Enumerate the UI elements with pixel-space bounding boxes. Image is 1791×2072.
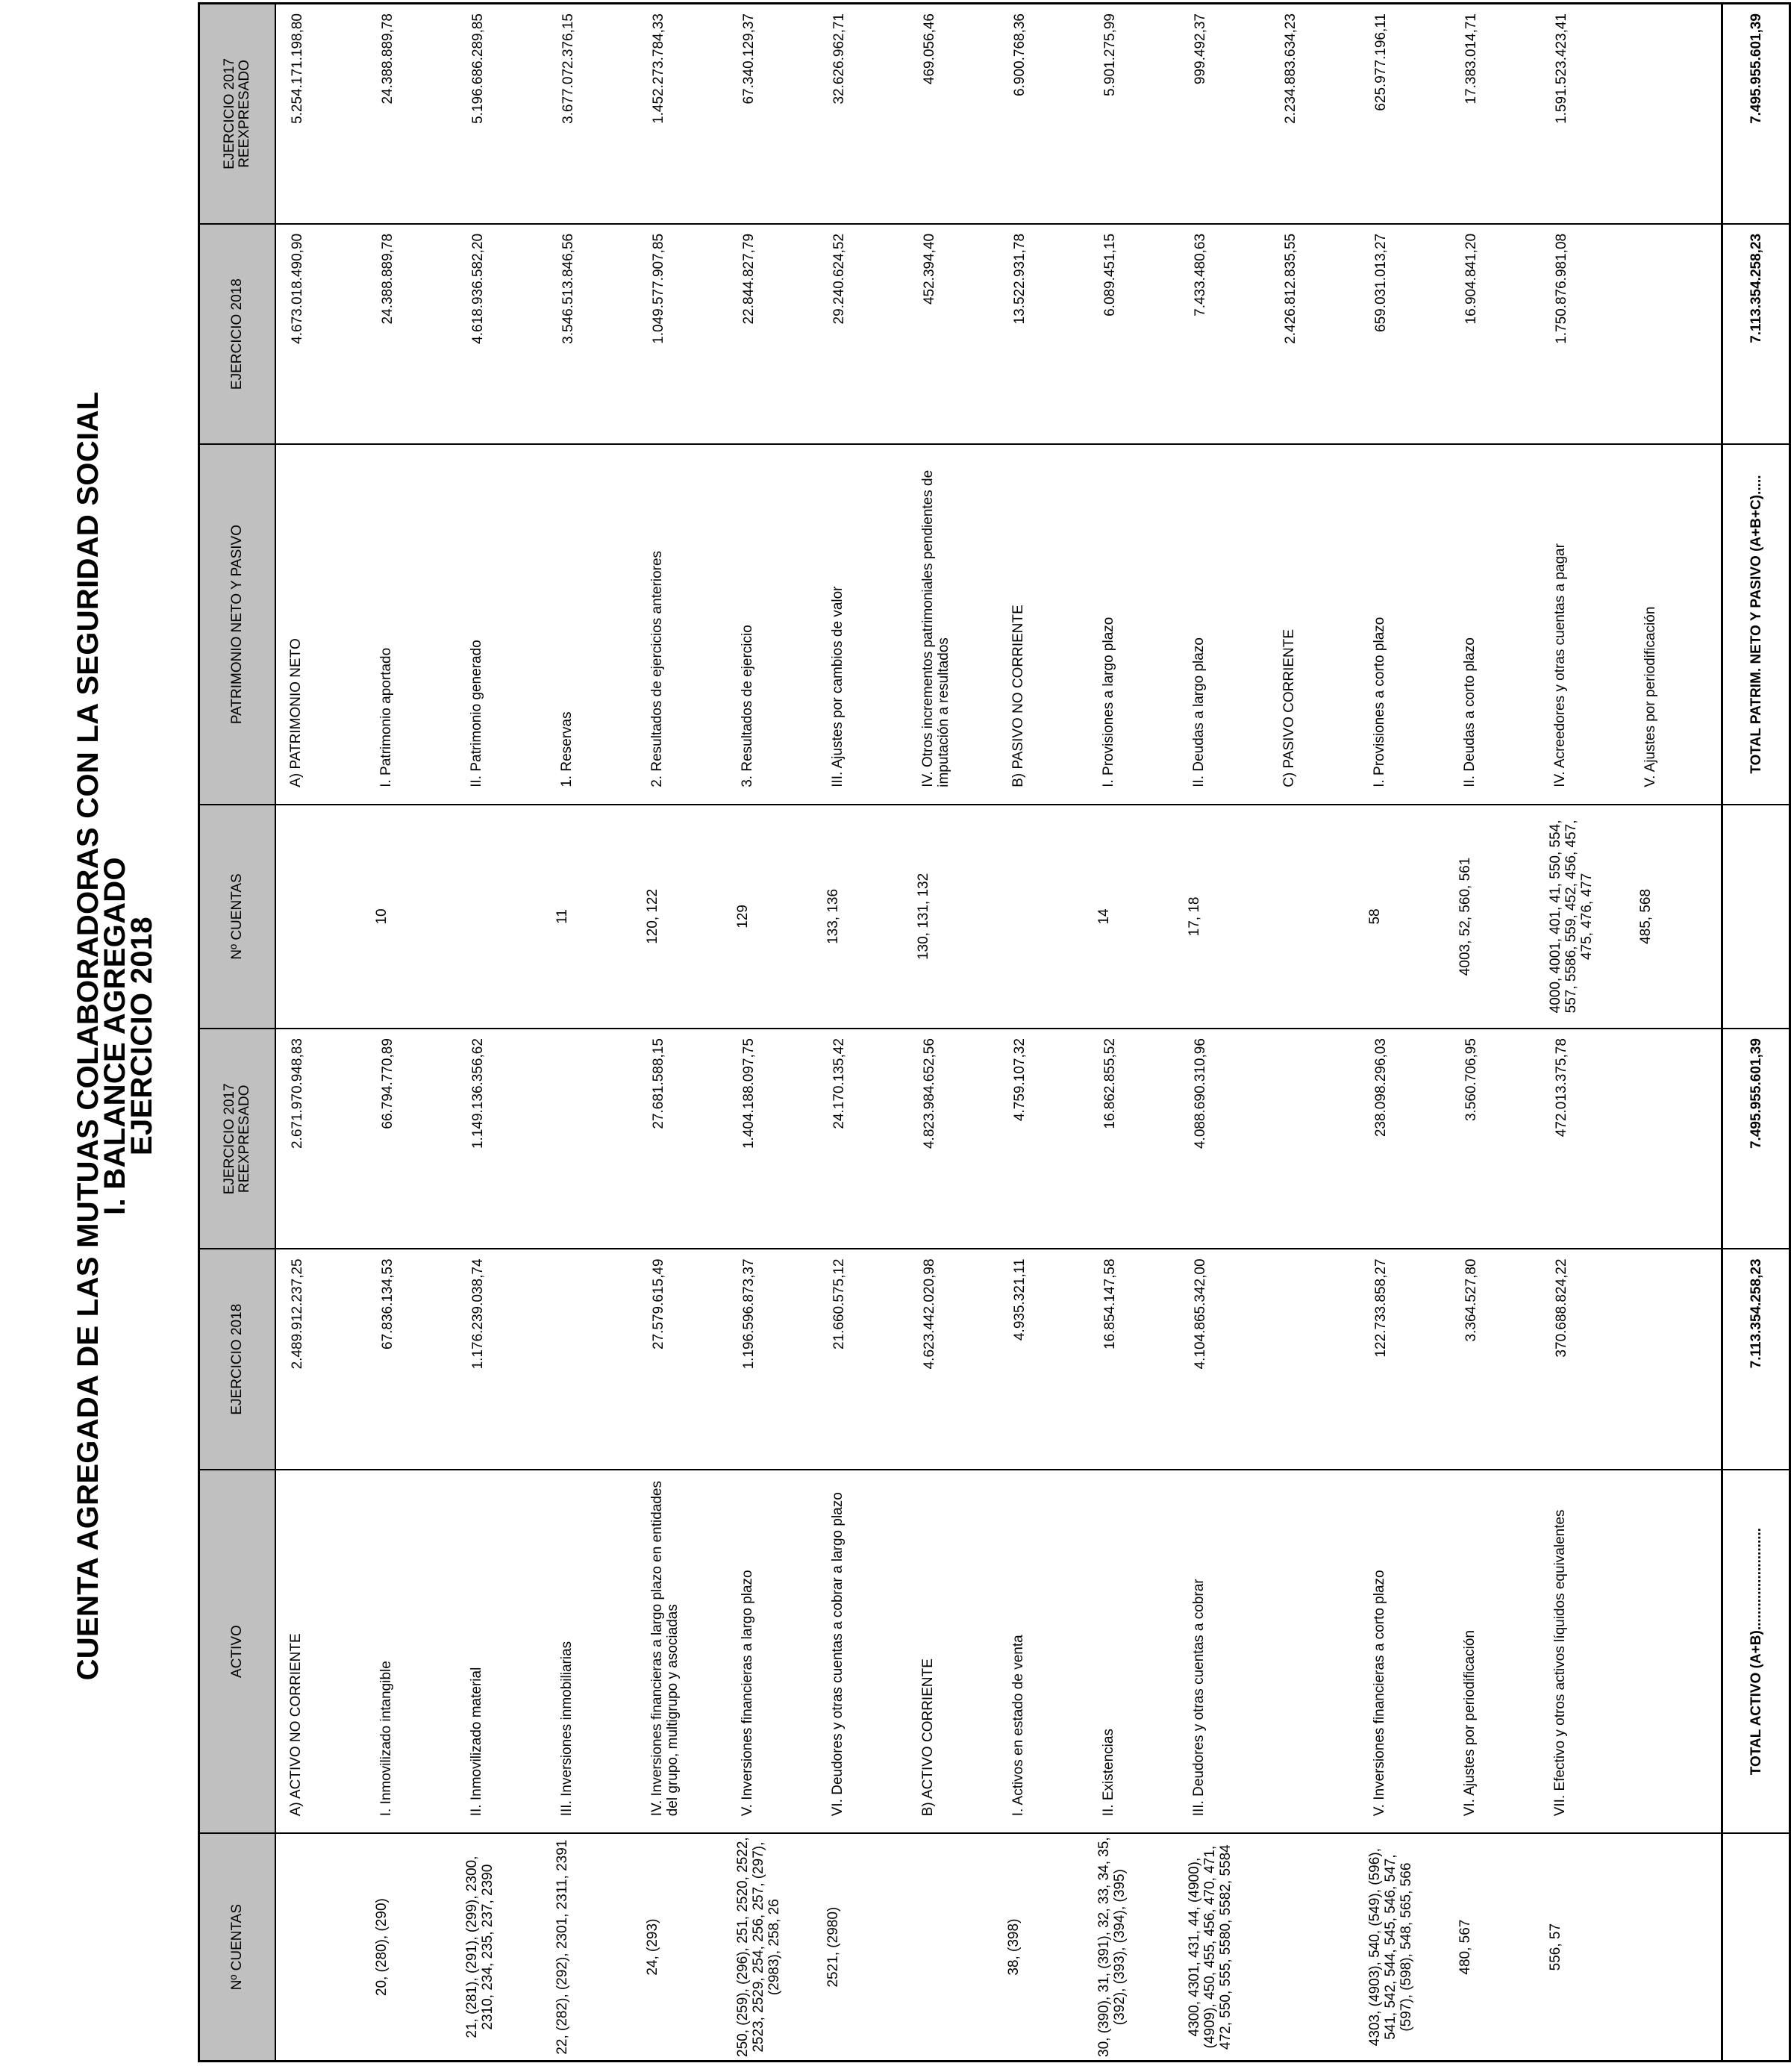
activo-2017-cell: 27.681.588,15 bbox=[637, 1029, 728, 1249]
activo-2018-cell: 21.660.575,12 bbox=[818, 1249, 908, 1469]
activo-label-cell: B) ACTIVO CORRIENTE bbox=[908, 1470, 998, 1833]
table-row bbox=[1179, 4, 1269, 2062]
pasivo-2017-cell: 1.591.523.423,41 bbox=[1540, 4, 1631, 224]
activo-label-cell: II. Inmovilizado material bbox=[457, 1470, 547, 1833]
pasivo-2017-cell: 24.388.889,78 bbox=[366, 4, 457, 224]
cuentas-activo-cell bbox=[1269, 1833, 1360, 2061]
pasivo-label-cell: III. Ajustes por cambios de valor bbox=[818, 444, 908, 804]
table-row bbox=[457, 4, 547, 2062]
pasivo-label-cell: II. Deudas a corto plazo bbox=[1450, 444, 1540, 804]
activo-label-cell: V. Inversiones financieras a largo plazo bbox=[728, 1470, 818, 1833]
cuentas-pasivo-cell: 120, 122 bbox=[637, 805, 728, 1029]
activo-label-cell: III. Deudores y otras cuentas a cobrar bbox=[1179, 1470, 1269, 1833]
cuentas-activo-cell: 24, (293) bbox=[637, 1833, 728, 2061]
cuentas-pasivo-cell: 4003, 52, 560, 561 bbox=[1450, 805, 1540, 1029]
pasivo-2017-cell: 2.234.883.634,23 bbox=[1269, 4, 1360, 224]
activo-2018-cell: 1.196.596.873,37 bbox=[728, 1249, 818, 1469]
cuentas-pasivo-cell: 130, 131, 132 bbox=[908, 805, 998, 1029]
total-pasivo-2017: 7.495.955.601,39 bbox=[1722, 4, 1790, 224]
cuentas-activo-cell: 38, (398) bbox=[998, 1833, 1089, 2061]
pasivo-2018-cell: 2.426.812.835,55 bbox=[1269, 224, 1360, 444]
activo-2017-cell: 238.098.296,03 bbox=[1360, 1029, 1450, 1249]
total-pasivo-2018: 7.113.354.258,23 bbox=[1722, 224, 1790, 444]
cuentas-pasivo-cell bbox=[998, 805, 1089, 1029]
table-row bbox=[908, 4, 998, 2062]
title-line-3: EJERCICIO 2018 bbox=[125, 917, 158, 1155]
header-row bbox=[199, 4, 276, 2062]
pasivo-label-cell: 2. Resultados de ejercicios anteriores bbox=[637, 444, 728, 804]
cuentas-activo-cell: 250, (259), (296), 251, 2520, 2522, 2523, 2529, 254, 256, 257, (297), (2983), 258, 26 bbox=[728, 1833, 818, 2061]
pasivo-2018-cell bbox=[1631, 224, 1722, 444]
cuentas-pasivo-cell: 133, 136 bbox=[818, 805, 908, 1029]
activo-2017-cell: 4.823.984.652,56 bbox=[908, 1029, 998, 1249]
pasivo-label-cell: I. Provisiones a largo plazo bbox=[1089, 444, 1179, 804]
activo-2018-cell: 67.836.134,53 bbox=[366, 1249, 457, 1469]
cuentas-pasivo-cell: 14 bbox=[1089, 805, 1179, 1029]
cuentas-pasivo-cell: 129 bbox=[728, 805, 818, 1029]
pasivo-label-cell: II. Patrimonio generado bbox=[457, 444, 547, 804]
pasivo-2018-cell: 659.031.013,27 bbox=[1360, 224, 1450, 444]
cuentas-pasivo-cell: 10 bbox=[366, 805, 457, 1029]
table-row bbox=[1089, 4, 1179, 2062]
activo-2017-cell: 4.088.690.310,96 bbox=[1179, 1029, 1269, 1249]
cuentas-activo-cell: 30, (390), 31, (391), 32, 33, 34, 35, (392), (393), (394), (395) bbox=[1089, 1833, 1179, 2061]
pasivo-2018-cell: 16.904.841,20 bbox=[1450, 224, 1540, 444]
cuentas-pasivo-cell: 11 bbox=[547, 805, 637, 1029]
table-row bbox=[998, 4, 1089, 2062]
pasivo-2018-cell: 6.089.451,15 bbox=[1089, 224, 1179, 444]
activo-2017-cell: 24.170.135,42 bbox=[818, 1029, 908, 1249]
activo-2018-cell: 1.176.239.038,74 bbox=[457, 1249, 547, 1469]
pasivo-2017-cell: 999.492,37 bbox=[1179, 4, 1269, 224]
pasivo-2018-cell: 1.750.876.981,08 bbox=[1540, 224, 1631, 444]
cuentas-activo-cell: 556, 57 bbox=[1540, 1833, 1631, 2061]
pasivo-2018-cell: 24.388.889,78 bbox=[366, 224, 457, 444]
activo-label-cell bbox=[1269, 1470, 1360, 1833]
cuentas-activo-cell: 4303, (4903), 540, (549), (596), 541, 542, 544, 545, 546, 547, (597), (598), 548, 565, 566 bbox=[1360, 1833, 1450, 2061]
activo-2017-cell: 2.671.970.948,83 bbox=[275, 1029, 366, 1249]
activo-label-cell: I. Activos en estado de venta bbox=[998, 1470, 1089, 1833]
activo-2018-cell: 4.104.865.342,00 bbox=[1179, 1249, 1269, 1469]
cuentas-activo-cell bbox=[275, 1833, 366, 2061]
pasivo-label-cell: IV. Acreedores y otras cuentas a pagar bbox=[1540, 444, 1631, 804]
activo-2018-cell bbox=[1631, 1249, 1722, 1469]
pasivo-2018-cell: 13.522.931,78 bbox=[998, 224, 1089, 444]
pasivo-2017-cell: 625.977.196,11 bbox=[1360, 4, 1450, 224]
activo-label-cell: I. Inmovilizado intangible bbox=[366, 1470, 457, 1833]
activo-2017-cell: 4.759.107,32 bbox=[998, 1029, 1089, 1249]
cuentas-activo-cell: 22, (282), (292), 2301, 2311, 2391 bbox=[547, 1833, 637, 2061]
table-row bbox=[1269, 4, 1360, 2062]
pasivo-2017-cell: 5.901.275,99 bbox=[1089, 4, 1179, 224]
table-row bbox=[637, 4, 728, 2062]
activo-2017-cell: 472.013.375,78 bbox=[1540, 1029, 1631, 1249]
header-ejercicio-2017-pasivo: EJERCICIO 2017 REEXPRESADO bbox=[199, 4, 276, 224]
activo-2017-cell: 1.404.188.097,75 bbox=[728, 1029, 818, 1249]
cuentas-pasivo-cell: 485, 568 bbox=[1631, 805, 1722, 1029]
pasivo-label-cell: 3. Resultados de ejercicio bbox=[728, 444, 818, 804]
activo-2018-cell: 122.733.858,27 bbox=[1360, 1249, 1450, 1469]
total-activo-label: TOTAL ACTIVO (A+B).......................... bbox=[1722, 1470, 1790, 1833]
activo-2018-cell: 3.364.527,80 bbox=[1450, 1249, 1540, 1469]
cuentas-activo-cell: 21, (281), (291), (299), 2300, 2310, 234, 235, 237, 2390 bbox=[457, 1833, 547, 2061]
pasivo-label-cell: B) PASIVO NO CORRIENTE bbox=[998, 444, 1089, 804]
activo-label-cell: IV. Inversiones financieras a largo plazo en entidades del grupo, multigrupo y asociadas bbox=[637, 1470, 728, 1833]
cuentas-pasivo-cell bbox=[1269, 805, 1360, 1029]
cuentas-activo-cell: 480, 567 bbox=[1450, 1833, 1540, 2061]
activo-2018-cell bbox=[547, 1249, 637, 1469]
activo-label-cell: III. Inversiones inmobiliarias bbox=[547, 1470, 637, 1833]
activo-2017-cell bbox=[1269, 1029, 1360, 1249]
activo-label-cell bbox=[1631, 1470, 1722, 1833]
total-cuentas-pasivo-cell bbox=[1722, 805, 1790, 1029]
total-activo-2018: 7.113.354.258,23 bbox=[1722, 1249, 1790, 1469]
pasivo-2017-cell: 17.383.014,71 bbox=[1450, 4, 1540, 224]
activo-label-cell: VI. Ajustes por periodificación bbox=[1450, 1470, 1540, 1833]
title-line-1: CUENTA AGREGADA DE LAS MUTUAS COLABORADORAS CON LA SEGURIDAD SOCIAL bbox=[72, 391, 104, 1681]
pasivo-label-cell: I. Provisiones a corto plazo bbox=[1360, 444, 1450, 804]
pasivo-2018-cell: 22.844.827,79 bbox=[728, 224, 818, 444]
activo-2017-cell bbox=[1631, 1029, 1722, 1249]
pasivo-2018-cell: 7.433.480,63 bbox=[1179, 224, 1269, 444]
activo-label-cell: II. Existencias bbox=[1089, 1470, 1179, 1833]
pasivo-2017-cell: 469.056,46 bbox=[908, 4, 998, 224]
pasivo-label-cell: A) PATRIMONIO NETO bbox=[275, 444, 366, 804]
pasivo-2017-cell: 32.626.962,71 bbox=[818, 4, 908, 224]
cuentas-activo-cell: 2521, (2980) bbox=[818, 1833, 908, 2061]
activo-2018-cell: 370.688.824,22 bbox=[1540, 1249, 1631, 1469]
cuentas-activo-cell: 4300, 4301, 431, 44, (4900), (4909), 450, 455, 456, 470, 471, 472, 550, 555, 5580, 5582, 5584 bbox=[1179, 1833, 1269, 2061]
balance-table bbox=[198, 2, 1791, 2062]
activo-2018-cell: 27.579.615,49 bbox=[637, 1249, 728, 1469]
activo-label-cell: VII. Efectivo y otros activos líquidos equivalentes bbox=[1540, 1470, 1631, 1833]
activo-2018-cell: 4.935.321,11 bbox=[998, 1249, 1089, 1469]
pasivo-2017-cell: 1.452.273.784,33 bbox=[637, 4, 728, 224]
header-activo: ACTIVO bbox=[199, 1470, 276, 1833]
document-title bbox=[72, 0, 158, 2072]
pasivo-2017-cell: 5.196.686.289,85 bbox=[457, 4, 547, 224]
pasivo-label-cell: IV. Otros incrementos patrimoniales pendientes de imputación a resultados bbox=[908, 444, 998, 804]
table-row bbox=[728, 4, 818, 2062]
cuentas-activo-cell bbox=[908, 1833, 998, 2061]
header-ejercicio-2017-activo: EJERCICIO 2017 REEXPRESADO bbox=[199, 1029, 276, 1249]
activo-label-cell: VI. Deudores y otras cuentas a cobrar a largo plazo bbox=[818, 1470, 908, 1833]
table-row bbox=[818, 4, 908, 2062]
activo-2017-cell: 66.794.770,89 bbox=[366, 1029, 457, 1249]
activo-2018-cell: 2.489.912.237,25 bbox=[275, 1249, 366, 1469]
table-row bbox=[366, 4, 457, 2062]
total-cuentas-activo-cell bbox=[1722, 1833, 1790, 2061]
pasivo-2017-cell: 3.677.072.376,15 bbox=[547, 4, 637, 224]
cuentas-pasivo-cell: 17, 18 bbox=[1179, 805, 1269, 1029]
pasivo-2017-cell bbox=[1631, 4, 1722, 224]
pasivo-2018-cell: 1.049.577.907,85 bbox=[637, 224, 728, 444]
pasivo-label-cell: V. Ajustes por periodificación bbox=[1631, 444, 1722, 804]
table-row bbox=[547, 4, 637, 2062]
activo-2017-cell: 16.862.855,52 bbox=[1089, 1029, 1179, 1249]
table-row bbox=[275, 4, 366, 2062]
header-patrimonio-pasivo: PATRIMONIO NETO Y PASIVO bbox=[199, 444, 276, 804]
activo-label-cell: A) ACTIVO NO CORRIENTE bbox=[275, 1470, 366, 1833]
pasivo-label-cell: 1. Reservas bbox=[547, 444, 637, 804]
cuentas-activo-cell: 20, (280), (290) bbox=[366, 1833, 457, 2061]
table-row bbox=[1631, 4, 1722, 2062]
activo-label-cell: V. Inversiones financieras a corto plazo bbox=[1360, 1470, 1450, 1833]
activo-2018-cell: 4.623.442.020,98 bbox=[908, 1249, 998, 1469]
activo-2017-cell bbox=[547, 1029, 637, 1249]
activo-2017-cell: 1.149.136.356,62 bbox=[457, 1029, 547, 1249]
pasivo-2018-cell: 4.618.936.582,20 bbox=[457, 224, 547, 444]
pasivo-2018-cell: 29.240.624,52 bbox=[818, 224, 908, 444]
header-ejercicio-2018-pasivo: EJERCICIO 2018 bbox=[199, 224, 276, 444]
pasivo-2018-cell: 4.673.018.490,90 bbox=[275, 224, 366, 444]
totals-row bbox=[1722, 4, 1790, 2062]
activo-2018-cell: 16.854.147,58 bbox=[1089, 1249, 1179, 1469]
pasivo-2018-cell: 3.546.513.846,56 bbox=[547, 224, 637, 444]
pasivo-label-cell: II. Deudas a largo plazo bbox=[1179, 444, 1269, 804]
pasivo-2017-cell: 67.340.129,37 bbox=[728, 4, 818, 224]
table-row bbox=[1540, 4, 1631, 2062]
pasivo-2017-cell: 5.254.171.198,80 bbox=[275, 4, 366, 224]
pasivo-2018-cell: 452.394,40 bbox=[908, 224, 998, 444]
total-activo-2017: 7.495.955.601,39 bbox=[1722, 1029, 1790, 1249]
total-pasivo-label: TOTAL PATRIM. NETO Y PASIVO (A+B+C)..... bbox=[1722, 444, 1790, 804]
pasivo-2017-cell: 6.900.768,36 bbox=[998, 4, 1089, 224]
cuentas-pasivo-cell bbox=[457, 805, 547, 1029]
pasivo-label-cell: I. Patrimonio aportado bbox=[366, 444, 457, 804]
activo-2017-cell: 3.560.706,95 bbox=[1450, 1029, 1540, 1249]
table-row bbox=[1360, 4, 1450, 2062]
table-row bbox=[1450, 4, 1540, 2062]
header-cuentas-activo: Nº CUENTAS bbox=[199, 1833, 276, 2061]
pasivo-label-cell: C) PASIVO CORRIENTE bbox=[1269, 444, 1360, 804]
header-ejercicio-2018-activo: EJERCICIO 2018 bbox=[199, 1249, 276, 1469]
cuentas-pasivo-cell: 58 bbox=[1360, 805, 1450, 1029]
activo-2018-cell bbox=[1269, 1249, 1360, 1469]
cuentas-activo-cell bbox=[1631, 1833, 1722, 2061]
cuentas-pasivo-cell: 4000, 4001, 401, 41, 550, 554, 557, 5586, 559, 452, 456, 457, 475, 476, 477 bbox=[1540, 805, 1631, 1029]
header-cuentas-pasivo: Nº CUENTAS bbox=[199, 805, 276, 1029]
title-line-2: I. BALANCE AGREGADO bbox=[99, 857, 131, 1215]
cuentas-pasivo-cell bbox=[275, 805, 366, 1029]
